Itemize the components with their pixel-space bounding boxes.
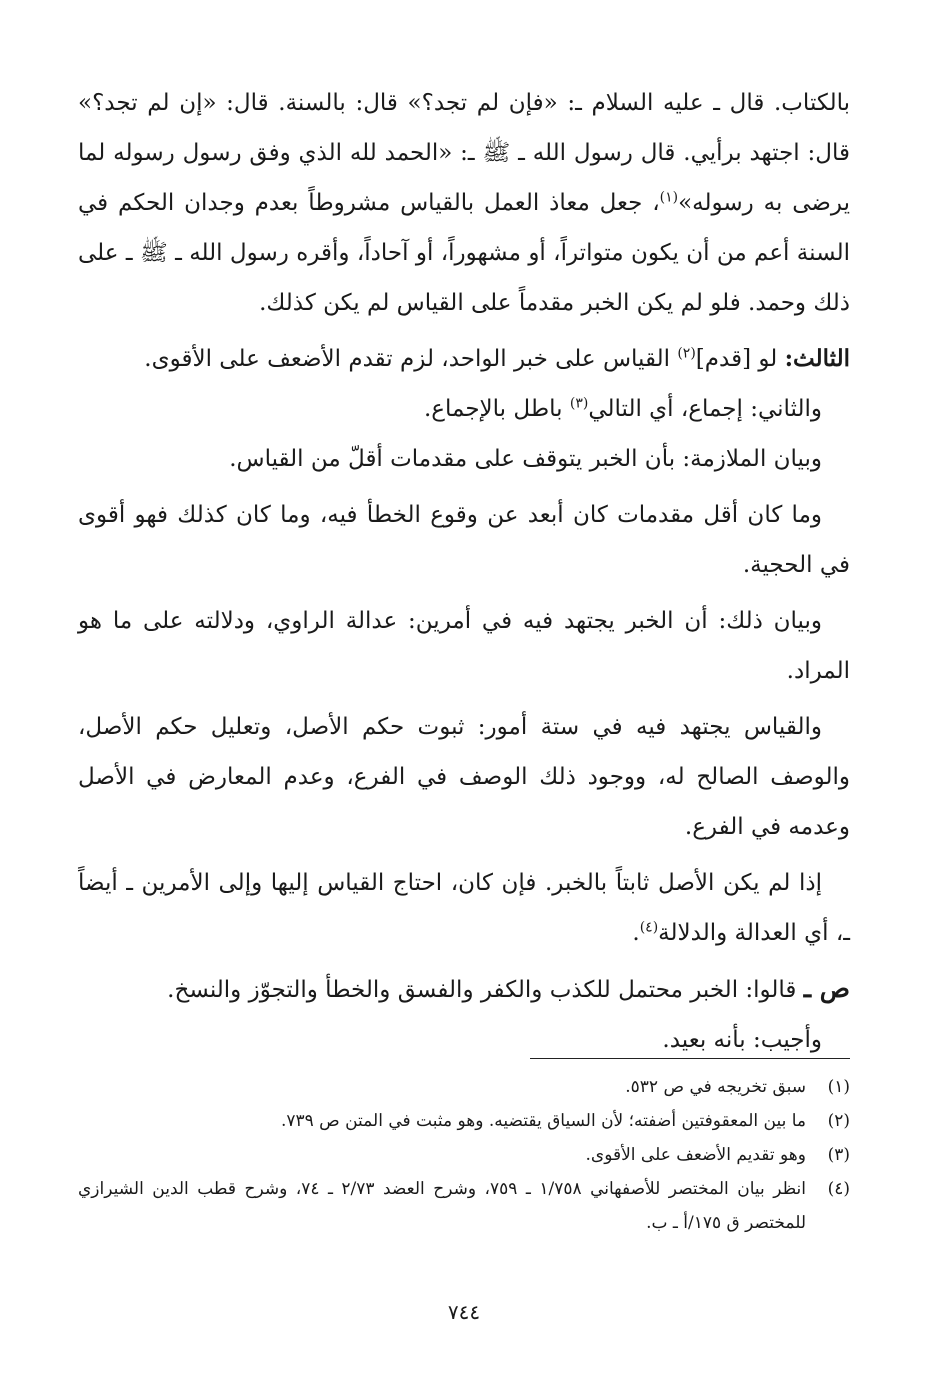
paragraph-9-text: قالوا: الخبر محتمل للكذب والكفر والفسق والخطأ والتجوّز والنسخ. — [167, 977, 804, 1003]
sad-marker: ص ـ — [803, 974, 850, 1003]
footnotes — [78, 1070, 850, 1240]
paragraph-2-text-b: القياس على خبر الواحد، لزم تقدم الأضعف على الأقوى. — [144, 346, 678, 372]
paragraph-6-text: وبيان ذلك: أن الخبر يجتهد فيه في أمرين: عدالة الراوي، ودلالته على ما هو المراد. — [78, 608, 850, 684]
paragraph-7-text: والقياس يجتهد فيه في ستة أمور: ثبوت حكم الأصل، وتعليل حكم الأصل، والوصف الصالح له، ووجود ذلك الوصف في الفرع، وعدم المعارض في الأصل وعدمه في الفرع. — [78, 714, 850, 840]
page-number: ٧٤٤ — [447, 1300, 481, 1324]
footnote-4-text: انظر بيان المختصر للأصفهاني ١/٧٥٨ ـ ٧٥٩، وشرح العضد ٢/٧٣ ـ ٧٤، وشرح قطب الدين الشيرازي للمختصر ق ١٧٥/أ ـ ب. — [78, 1179, 807, 1233]
paragraph-2-heading: الثالث: — [784, 345, 850, 372]
paragraph-6 — [78, 596, 850, 696]
paragraph-2 — [78, 334, 850, 384]
paragraph-8-text-a: إذا لم يكن الأصل ثابتاً بالخبر. فإن كان، احتاج القياس إليها وإلى الأمرين ـ أيضاً ـ، أي العدالة والدلالة — [78, 870, 850, 946]
paragraph-3-text-b: باطل بالإجماع. — [424, 396, 570, 422]
paragraph-3-text-a: والثاني: إجماع، أي التالي — [588, 396, 822, 422]
footnote-3 — [78, 1138, 850, 1172]
paragraph-5 — [78, 490, 850, 590]
footnote-ref-3[interactable]: (٣) — [569, 395, 589, 412]
paragraph-1-text-a: بالكتاب. قال ـ عليه السلام ـ: «فإن لم تجد؟» قال: بالسنة. قال: «إن لم تجد؟» قال: اجتهد برأيي. قال رسول الله ـ ﷺ ـ: «الحمد لله الذي وفق رسول رسوله لما يرضى به رسوله» — [78, 90, 850, 216]
footnote-4-number: (٤) — [827, 1179, 850, 1199]
footnote-separator — [530, 1058, 850, 1059]
footnote-4 — [78, 1172, 850, 1240]
footnote-3-text: وهو تقديم الأضعف على الأقوى. — [585, 1145, 806, 1165]
paragraph-7 — [78, 702, 850, 852]
paragraph-4-text: وبيان الملازمة: بأن الخبر يتوقف على مقدمات أقلّ من القياس. — [229, 446, 822, 472]
footnote-3-number: (٣) — [827, 1145, 850, 1165]
footnote-1-number: (١) — [827, 1077, 850, 1097]
paragraph-8 — [78, 858, 850, 958]
footnote-2-number: (٢) — [827, 1111, 850, 1131]
paragraph-3 — [78, 384, 850, 434]
page — [78, 78, 850, 1358]
paragraph-1 — [78, 78, 850, 328]
footnote-ref-4[interactable]: (٤) — [639, 919, 659, 936]
paragraph-8-text-b: . — [632, 920, 640, 946]
footnote-ref-2[interactable]: (٢) — [677, 345, 696, 362]
footnote-2 — [78, 1104, 850, 1138]
footnote-1 — [78, 1070, 850, 1104]
paragraph-1-text-b: ، جعل معاذ العمل بالقياس مشروطاً بعدم وجدان الحكم في السنة أعم من أن يكون متواتراً، أو مشهوراً، أو آحاداً، وأقره رسول الله ـ ﷺ ـ على ذلك وحمد. فلو لم يكن الخبر مقدماً على القياس لم يكن كذلك. — [78, 190, 850, 316]
paragraph-10-text: وأجيب: بأنه بعيد. — [662, 1027, 822, 1053]
paragraph-5-text: وما كان أقل مقدمات كان أبعد عن وقوع الخطأ فيه، وما كان كذلك فهو أقوى في الحجية. — [78, 502, 850, 578]
footnote-2-text: ما بين المعقوفتين أضفته؛ لأن السياق يقتضيه. وهو مثبت في المتن ص ٧٣٩. — [280, 1111, 806, 1131]
footnote-ref-1[interactable]: (١) — [659, 189, 679, 206]
paragraph-4 — [78, 434, 850, 484]
paragraph-9 — [78, 964, 850, 1015]
footnote-1-text: سبق تخريجه في ص ٥٣٢. — [625, 1077, 806, 1097]
paragraph-2-text-a: لو [قدم] — [695, 346, 785, 372]
